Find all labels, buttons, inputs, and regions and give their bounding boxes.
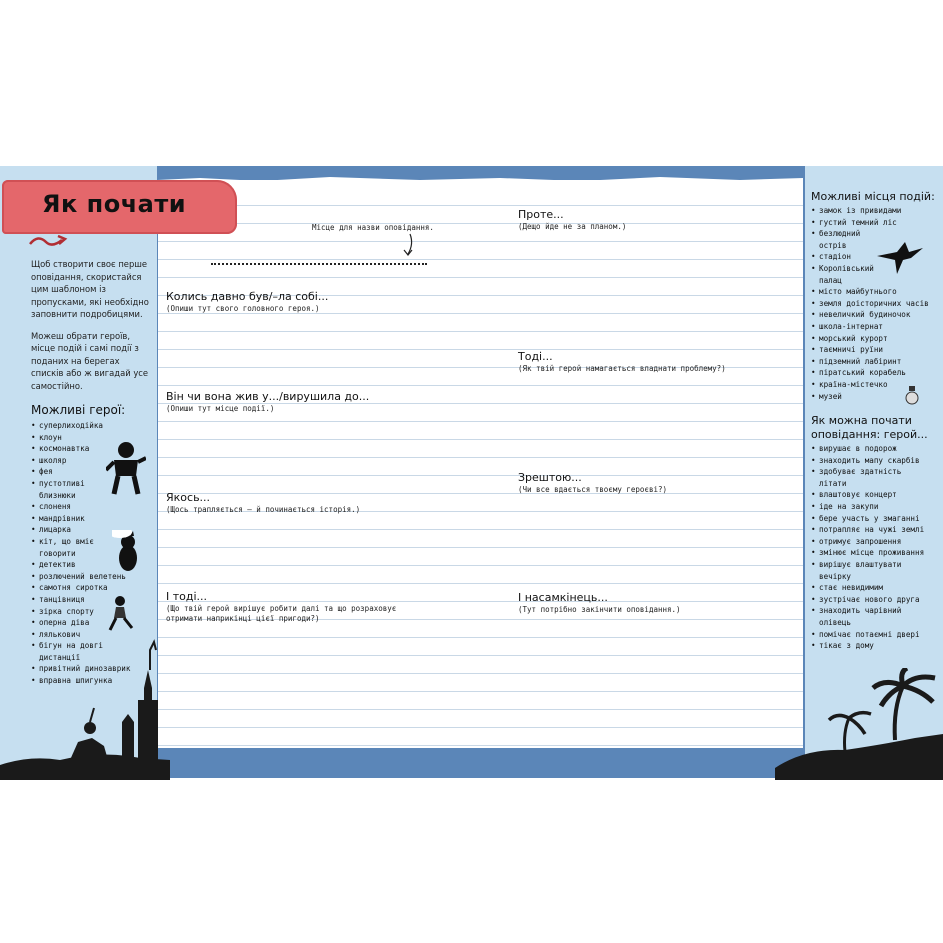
list-item: • стає невидимим xyxy=(811,582,933,594)
prompt-heading: Колись давно був/–ла собі... xyxy=(166,290,329,303)
dancer-silhouette-icon xyxy=(104,594,136,632)
list-item: • клоун xyxy=(31,432,131,444)
list-item: • потрапляє на чужі землі xyxy=(811,524,933,536)
prompt-hint: (Щось трапляється — й починається історія.) xyxy=(166,505,361,514)
list-item: • помічає потаємні двері xyxy=(811,629,933,641)
prompt-hint: (Що твій герой вирішує робити далі та що розраховує отримати наприкінці цієї пригоди?) xyxy=(166,604,397,623)
list-item: • тікає з дому xyxy=(811,640,933,652)
intro-paragraph: Щоб створити своє перше оповідання, скористайся цим шаблоном із пропусками, які необхідно заповнити подробицями. xyxy=(31,259,149,319)
prompt-heading: Якось... xyxy=(166,491,211,504)
page-title: Як почати xyxy=(42,190,187,218)
intro-paragraph: Можеш обрати героїв, місце подій і самі події з поданих на берегах списків або ж вигадай усе самостійно. xyxy=(31,330,149,391)
list-item: • Королівський палац xyxy=(811,263,881,286)
list-item: • здобуває здатність літати xyxy=(811,466,931,489)
list-item: • суперлиходійка xyxy=(31,420,131,432)
list-item: • зірка спорту xyxy=(31,606,131,618)
list-item: • стадіон xyxy=(811,251,907,263)
list-item: • безлюдний острів xyxy=(811,228,875,251)
list-item: • вирушає в подорож xyxy=(811,443,933,455)
prompt-lived-in xyxy=(166,390,369,414)
list-item: • розлючений велетень xyxy=(31,571,131,583)
list-item: • підземний лабіринт xyxy=(811,356,907,368)
places-list xyxy=(811,205,929,402)
cat-silhouette-icon xyxy=(112,530,144,574)
list-item: • космонавтка xyxy=(31,443,131,455)
list-item: • мандрівник xyxy=(31,513,131,525)
prompt-heading: Він чи вона жив у.../вирушила до... xyxy=(166,390,370,403)
list-item: • слоненя xyxy=(31,501,131,513)
prompt-eventually xyxy=(518,471,667,495)
prompt-heading: Зрештою... xyxy=(518,471,582,484)
castle-silhouette-icon xyxy=(0,630,170,780)
prompt-once-upon xyxy=(166,290,328,314)
prompt-hint: (Тут потрібно закінчити оповідання.) xyxy=(518,605,681,614)
writing-page xyxy=(158,180,803,748)
prompt-finally xyxy=(518,591,681,615)
list-item: • бігун на довгі дистанції xyxy=(31,640,131,663)
title-blank-line[interactable] xyxy=(211,263,427,265)
list-item: • знаходить чарівний олівець xyxy=(811,605,929,628)
list-item: • танцівниця xyxy=(31,594,131,606)
list-item: • змінює місце проживання xyxy=(811,547,933,559)
list-item: • таємничі руїни xyxy=(811,344,907,356)
list-item: • привітний динозаврик xyxy=(31,663,131,675)
prompt-heading: І насамкінець... xyxy=(518,591,608,604)
list-item: • місто майбутнього xyxy=(811,286,907,298)
list-item: • піратський корабель xyxy=(811,367,907,379)
list-item: • замок із привидами xyxy=(811,205,907,217)
prompt-hint: (Дещо йде не за планом.) xyxy=(518,222,627,231)
list-item: • земля доісторичних часів xyxy=(811,298,943,310)
list-item: • отримує запрошення xyxy=(811,536,933,548)
list-item: • пустотливі близнюки xyxy=(31,478,101,501)
list-item: • детектив xyxy=(31,559,131,571)
prompt-and-then xyxy=(166,590,436,624)
list-item: • іде на закупи xyxy=(811,501,933,513)
bottle-icon xyxy=(904,385,920,405)
pterodactyl-silhouette-icon xyxy=(875,238,925,278)
list-item: • лицарка xyxy=(31,524,131,536)
prompt-hint: (Як твій герой намагається владнати проблему?) xyxy=(518,364,726,373)
boy-silhouette-icon xyxy=(106,440,146,496)
title-banner xyxy=(2,180,237,234)
heroes-title: Можливі герої: xyxy=(31,403,126,417)
list-item: • вправна шпигунка xyxy=(31,675,131,687)
swirl-arrow-icon xyxy=(28,232,68,252)
list-item: • музей xyxy=(811,391,907,403)
list-item: • бере участь у змаганні xyxy=(811,513,933,525)
list-item: • зустрічає нового друга xyxy=(811,594,933,606)
prompt-then xyxy=(518,350,726,374)
prompt-hint: (Опиши тут місце події.) xyxy=(166,404,275,413)
island-palm-silhouette-icon xyxy=(775,668,943,780)
prompt-heading: Проте... xyxy=(518,208,564,221)
places-title: Можливі місця подій: xyxy=(811,190,935,203)
intro-text xyxy=(31,258,153,401)
prompt-hint: (Опиши тут свого головного героя.) xyxy=(166,304,320,313)
list-item: • кіт, що вміє говорити xyxy=(31,536,113,559)
list-item: • школа-інтернат xyxy=(811,321,907,333)
list-item: • школяр xyxy=(31,455,131,467)
prompt-heading: Тоді... xyxy=(518,350,553,363)
list-item: • знаходить мапу скарбів xyxy=(811,455,933,467)
list-item: • морський курорт xyxy=(811,333,907,345)
list-item: • лялькович xyxy=(31,629,131,641)
prompt-heading: І тоді... xyxy=(166,590,208,603)
list-item: • фея xyxy=(31,466,131,478)
list-item: • оперна діва xyxy=(31,617,131,629)
list-item: • невеличкий будиночок xyxy=(811,309,943,321)
list-item: • самотня сиротка xyxy=(31,582,131,594)
prompt-hint: (Чи все вдається твоєму героєві?) xyxy=(518,485,668,494)
arrow-down-icon xyxy=(400,232,420,258)
title-placeholder-label: Місце для назви оповідання. xyxy=(312,223,434,232)
prompt-one-day xyxy=(166,491,360,515)
starts-title: Як можна почати оповідання: герой... xyxy=(811,414,928,441)
list-item: • країна-містечко xyxy=(811,379,907,391)
list-item: • вирішує влаштувати вечірку xyxy=(811,559,931,582)
prompt-however xyxy=(518,208,626,232)
starts-list xyxy=(811,443,933,652)
list-item: • влаштовує концерт xyxy=(811,489,933,501)
list-item: • густий темний ліс xyxy=(811,217,907,229)
